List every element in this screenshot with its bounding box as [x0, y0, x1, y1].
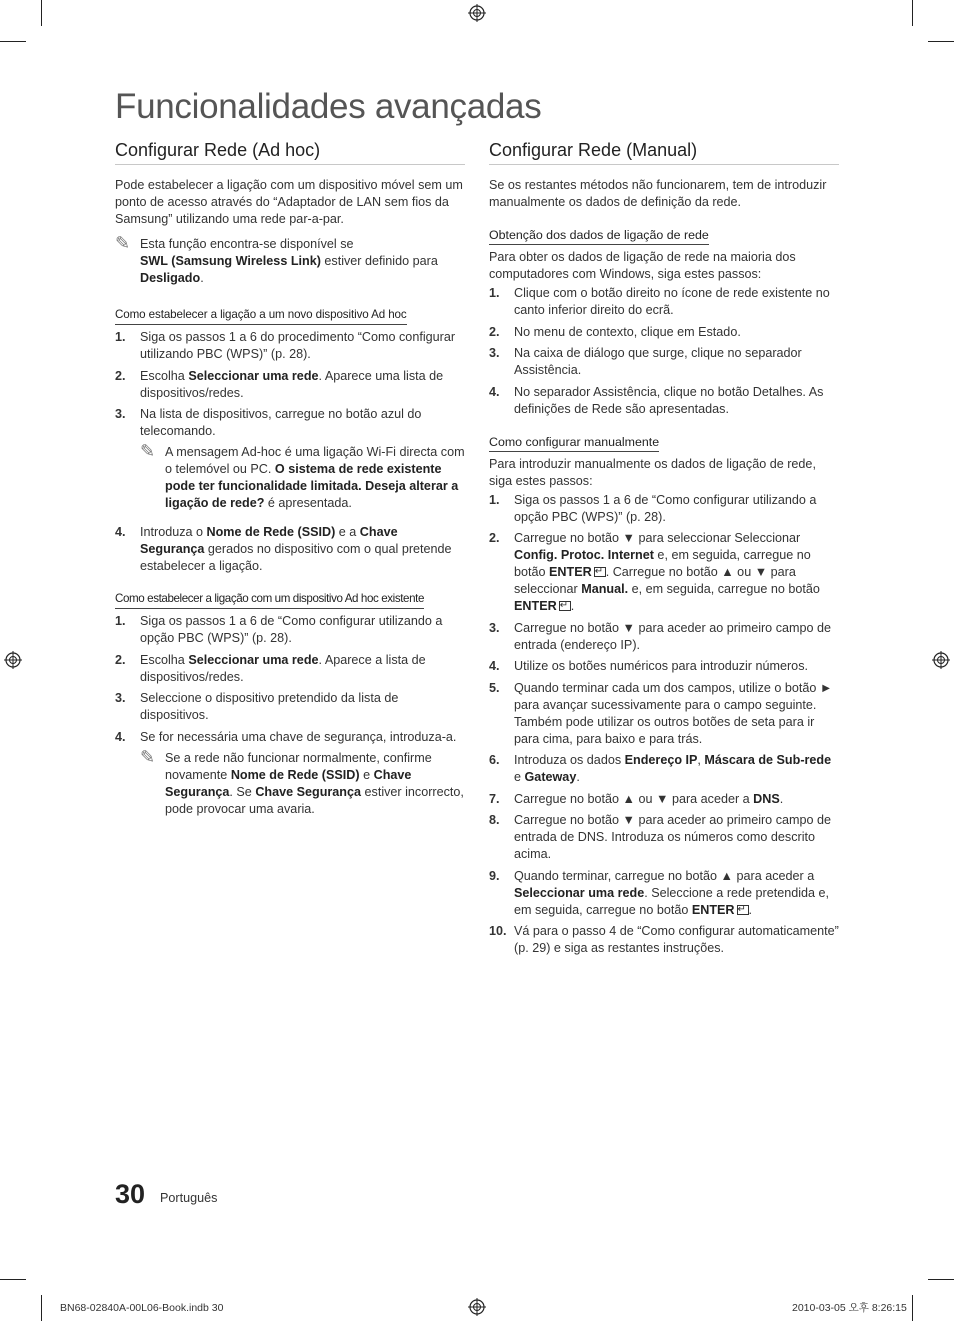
list-item	[489, 345, 839, 379]
step-bold: Seleccionar uma rede	[188, 652, 319, 667]
step-text: Vá para o passo 4 de “Como configurar automaticamente” (p. 29) e siga as restantes instruções.	[514, 924, 839, 955]
step-text: e a	[335, 525, 360, 539]
step-text: ,	[697, 753, 705, 767]
step-number: 2.	[115, 652, 126, 667]
note-bold: Chave Segurança	[255, 784, 362, 799]
list-item	[489, 620, 839, 654]
crop-mark	[912, 1295, 913, 1321]
subheading: Obtenção dos dados de ligação de rede	[489, 227, 709, 245]
list-item	[115, 652, 465, 686]
step-text: Carregue no botão ▼ para aceder ao primeiro campo de entrada (endereço IP).	[514, 620, 831, 652]
steps-list	[489, 492, 839, 958]
step-number: 6.	[489, 753, 500, 767]
note-bold: SWL (Samsung Wireless Link)	[140, 254, 321, 268]
subheading: Como estabelecer a ligação com um dispositivo Ad hoc existente	[115, 591, 424, 609]
step-number: 1.	[489, 286, 500, 300]
step-text: e, em seguida, carregue no botão	[628, 582, 820, 596]
step-text: Siga os passos 1 a 6 de “Como configurar utilizando a opção PBC (WPS)” (p. 28).	[514, 492, 817, 524]
crop-mark	[928, 41, 954, 42]
crop-mark	[0, 41, 26, 42]
step-text: e	[514, 770, 525, 784]
step-text: Na caixa de diálogo que surge, clique no separador Assistência.	[514, 346, 802, 377]
step-text: No separador Assistência, clique no botão Detalhes. As definições de Rede são apresentadas.	[514, 384, 824, 416]
note	[140, 746, 465, 818]
step-text: Utilize os botões numéricos para introduzir números.	[514, 659, 808, 673]
step-text: Carregue no botão ▲ ou ▼ para aceder a	[514, 791, 754, 806]
step-bold: DNS	[753, 791, 780, 806]
note-bold: O sistema de rede existente pode ter funcionalidade limitada. Deseja alterar a ligação de rede?	[165, 462, 459, 510]
list-item	[489, 530, 839, 615]
step-number: 1.	[489, 492, 500, 507]
note-bold: Nome de Rede (SSID)	[230, 767, 360, 782]
step-number: 3.	[115, 407, 126, 421]
subheading: Como estabelecer a ligação a um novo dispositivo Ad hoc	[115, 307, 407, 325]
note-text: estiver definido para	[320, 254, 438, 268]
step-text: Introduza o	[140, 525, 207, 539]
step-bold: ENTER	[691, 902, 735, 917]
list-item	[115, 368, 465, 402]
step-number: 2.	[489, 324, 500, 339]
step-number: 3.	[489, 346, 500, 360]
crop-mark	[912, 0, 913, 26]
step-number: 4.	[115, 729, 126, 744]
step-number: 1.	[115, 614, 126, 628]
step-bold: ENTER	[514, 599, 557, 613]
intro-paragraph: Se os restantes métodos não funcionarem, tem de introduzir manualmente os dados de definição da rede.	[489, 178, 827, 209]
step-text: . Aparece uma lista de dispositivos/redes.	[140, 368, 444, 400]
crop-mark	[41, 1295, 42, 1321]
list-item	[489, 492, 839, 526]
step-text: . Aparece a lista de dispositivos/redes.	[140, 652, 426, 684]
step-bold: ENTER	[549, 565, 592, 579]
step-text: .	[779, 791, 784, 806]
step-number: 3.	[489, 620, 500, 635]
step-text: .	[570, 599, 575, 613]
registration-mark-icon	[468, 1298, 486, 1316]
crop-mark	[41, 0, 42, 26]
step-text: Escolha	[140, 368, 189, 383]
step-text: Carregue no botão ▼ para seleccionar Seleccionar	[514, 531, 801, 545]
step-number: 2.	[115, 368, 126, 383]
step-text: No menu de contexto, clique em Estado.	[514, 324, 741, 339]
step-text: gerados no dispositivo com o qual pretende estabelecer a ligação.	[140, 542, 452, 573]
step-number: 4.	[489, 384, 500, 399]
list-item	[115, 524, 465, 575]
list-item	[489, 923, 839, 957]
step-text: Quando terminar, carregue no botão ▲ para aceder a	[514, 868, 815, 883]
crop-mark	[928, 1279, 954, 1280]
step-text: .	[748, 902, 753, 917]
step-bold: Máscara de Sub-rede	[704, 753, 832, 767]
list-item	[489, 680, 839, 748]
list-item	[115, 406, 465, 512]
note-bold: Chave Segurança	[165, 767, 412, 799]
step-number: 5.	[489, 680, 500, 695]
right-column	[489, 138, 839, 965]
note-text: A mensagem Ad-hoc é uma ligação Wi-Fi directa com o telemóvel ou PC.	[165, 445, 465, 476]
page-number: 30	[115, 1179, 146, 1209]
steps-list	[115, 613, 465, 818]
step-text: Se for necessária uma chave de segurança, introduza-a.	[140, 729, 457, 744]
print-slug-file: BN68-02840A-00L06-Book.indb 30	[60, 1302, 224, 1314]
step-bold: Gateway	[524, 770, 577, 784]
paragraph: Para obter os dados de ligação de rede na maioria dos computadores com Windows, siga estes passos:	[489, 250, 796, 281]
step-text: Na lista de dispositivos, carregue no botão azul do telecomando.	[140, 407, 422, 438]
step-number: 4.	[115, 525, 126, 539]
registration-mark-icon	[468, 4, 486, 22]
registration-mark-icon	[932, 651, 950, 669]
note-text: Se a rede não funcionar normalmente, confirme novamente	[165, 750, 432, 782]
note	[115, 233, 465, 287]
step-number: 8.	[489, 813, 500, 827]
list-item	[489, 384, 839, 418]
list-item	[115, 329, 465, 363]
step-text: Siga os passos 1 a 6 do procedimento “Como configurar utilizando PBC (WPS)” (p. 28).	[140, 330, 456, 361]
note-text: e	[359, 767, 374, 782]
enter-key-icon	[594, 567, 606, 577]
step-number: 9.	[489, 868, 500, 883]
list-item	[489, 868, 839, 919]
step-text: Quando terminar cada um dos campos, utilize o botão ► para avançar sucessivamente para o campo seguinte. Também pode utilizar os outros botões de seta para ir para cima, para baixo e para trás.	[514, 680, 833, 746]
footer-language: Português	[160, 1191, 218, 1205]
note-text: Esta função encontra-se disponível se	[140, 237, 354, 251]
step-bold: Manual.	[581, 582, 629, 596]
intro-paragraph: Pode estabelecer a ligação com um dispositivo móvel sem um ponto de acesso através do “Adaptador de LAN sem fios da Samsung” utilizando uma rede par-a-par.	[115, 178, 463, 226]
section-title: Configurar Rede (Manual)	[489, 138, 839, 165]
note-text: estiver incorrecto, pode provocar uma avaria.	[165, 784, 464, 816]
list-item	[489, 658, 839, 675]
note-text: . Se	[229, 784, 256, 799]
subheading: Como configurar manualmente	[489, 434, 659, 452]
paragraph: Para introduzir manualmente os dados de ligação de rede, siga estes passos:	[489, 456, 816, 488]
list-item	[115, 729, 465, 818]
step-bold: Seleccionar uma rede	[514, 885, 645, 900]
pencil-note-icon: ✎	[140, 441, 156, 461]
step-number: 10.	[489, 924, 507, 938]
list-item	[489, 812, 839, 863]
steps-list	[115, 329, 465, 575]
step-text: Seleccione o dispositivo pretendido da lista de dispositivos.	[140, 691, 399, 722]
list-item	[115, 613, 465, 647]
enter-key-icon	[559, 601, 571, 611]
step-number: 7.	[489, 791, 500, 806]
section-title: Configurar Rede (Ad hoc)	[115, 138, 465, 165]
step-number: 1.	[115, 330, 126, 344]
steps-list	[489, 285, 839, 418]
note-bold: Desligado	[140, 271, 201, 285]
step-text: e, em seguida, carregue no botão	[514, 548, 811, 579]
step-text: Introduza os dados	[514, 753, 625, 767]
list-item	[489, 752, 839, 786]
note-text: .	[200, 271, 204, 285]
list-item	[489, 285, 839, 319]
step-text: .	[576, 770, 580, 784]
step-bold: Seleccionar uma rede	[188, 368, 319, 383]
left-column	[115, 138, 465, 830]
page-title: Funcionalidades avançadas	[115, 87, 542, 126]
list-item	[489, 791, 839, 808]
step-bold: Endereço IP	[624, 753, 698, 767]
step-bold: Config. Protoc. Internet	[514, 548, 654, 562]
step-text: Clique com o botão direito no ícone de rede existente no canto inferior direito do ecrã.	[514, 286, 830, 317]
note	[140, 441, 465, 512]
note-text: é apresentada.	[264, 496, 352, 510]
step-text: . Seleccione a rede pretendida e, em seguida, carregue no botão	[514, 885, 830, 917]
pencil-note-icon: ✎	[115, 233, 131, 253]
step-bold: Nome de Rede (SSID)	[206, 525, 336, 539]
step-number: 3.	[115, 691, 126, 705]
print-slug-date: 2010-03-05 오후 8:26:15	[792, 1302, 907, 1314]
step-text: Escolha	[140, 652, 189, 667]
registration-mark-icon	[4, 651, 22, 669]
step-text: Carregue no botão ▼ para aceder ao primeiro campo de entrada de DNS. Introduza os números como descrito acima.	[514, 813, 831, 861]
enter-key-icon	[737, 905, 749, 915]
list-item	[489, 324, 839, 341]
pencil-note-icon: ✎	[140, 746, 156, 767]
list-item	[115, 690, 465, 724]
step-bold: Chave Segurança	[140, 525, 398, 556]
crop-mark	[0, 1279, 26, 1280]
step-text: Siga os passos 1 a 6 de “Como configurar utilizando a opção PBC (WPS)” (p. 28).	[140, 614, 443, 645]
step-number: 4.	[489, 659, 500, 673]
step-number: 2.	[489, 531, 500, 545]
step-text: . Carregue no botão ▲ ou ▼ para seleccionar	[514, 565, 796, 596]
